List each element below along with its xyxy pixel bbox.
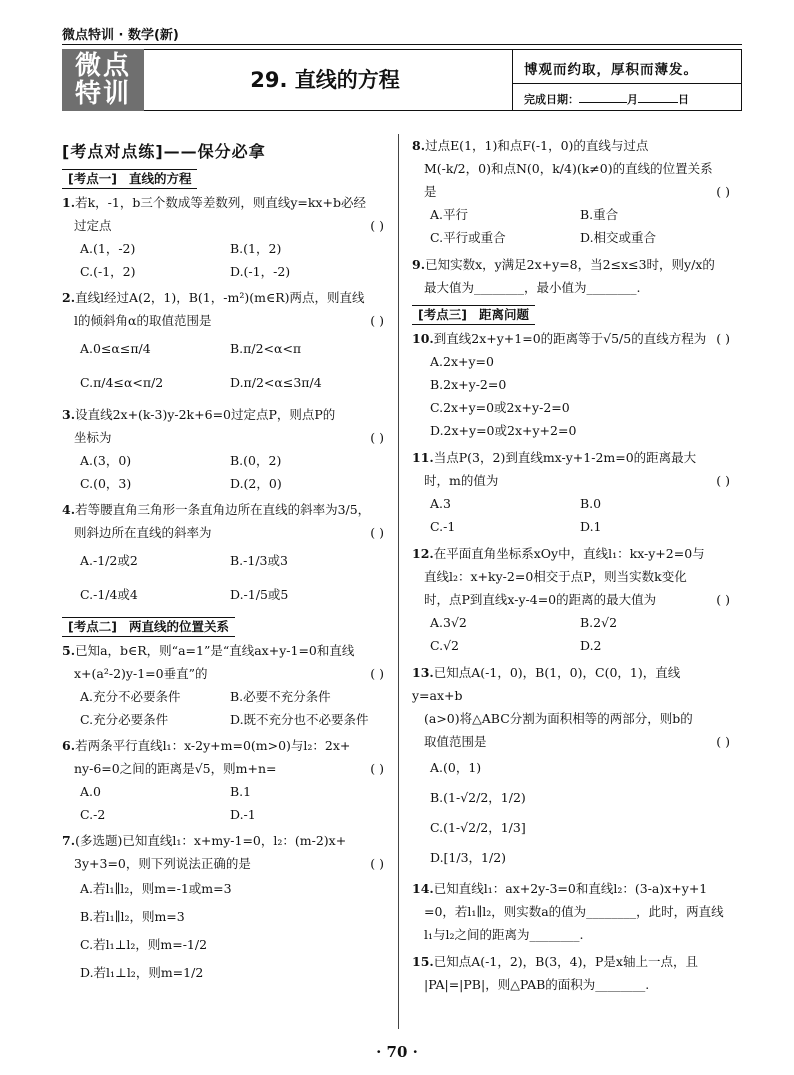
- question-text-cont: 时，点P到直线x-y-4=0的距离的最大值为: [424, 592, 657, 607]
- question-text-cont: x+(a²-2)y-1=0垂直”的: [74, 666, 208, 681]
- date-blank-month[interactable]: [579, 92, 627, 103]
- option-C[interactable]: C.(-1，2): [80, 264, 136, 279]
- option-C[interactable]: C.-1/4或4: [80, 587, 138, 602]
- option-C[interactable]: C.√2: [430, 638, 460, 653]
- question-text-cont: M(-k/2，0)和点N(0，k/4)(k≠0)的直线的位置关系: [424, 161, 713, 176]
- option-A[interactable]: A.(0，1): [430, 760, 482, 775]
- option-A[interactable]: A.若l₁∥l₂，则m=-1或m=3: [80, 881, 232, 896]
- option-D[interactable]: D.若l₁⊥l₂，则m=1/2: [80, 965, 204, 980]
- option-B[interactable]: B.2x+y-2=0: [430, 377, 507, 392]
- section-title: [考点对点练]——保分必拿: [62, 142, 266, 161]
- question-2: 2.直线l经过A(2，1)，B(1，-m²)(m∈R)两点，则直线 l的倾斜角α的取值范围是 ( ) A.0≤α≤π/4 B.π/2<α<π C.π/4≤α<π/2 D.π/2<α≤3π/4: [62, 286, 384, 400]
- series-title: 微点特训 · 数学(新): [62, 28, 179, 43]
- option-D[interactable]: D.相交或重合: [580, 230, 657, 245]
- question-text-cont: l的倾斜角α的取值范围是: [74, 313, 212, 328]
- question-text-cont: 取值范围是: [424, 734, 487, 749]
- answer-paren[interactable]: ( ): [370, 430, 384, 445]
- option-B[interactable]: B.(1-√2/2，1/2): [430, 790, 526, 805]
- option-C[interactable]: C.-2: [80, 807, 106, 822]
- option-D[interactable]: D.2x+y=0或2x+y+2=0: [430, 423, 577, 438]
- answer-paren[interactable]: ( ): [716, 734, 730, 749]
- option-A[interactable]: A.0≤α≤π/4: [80, 341, 151, 356]
- option-C[interactable]: C.2x+y=0或2x+y-2=0: [430, 400, 570, 415]
- left-column: [62, 140, 384, 990]
- motto: 博观而约取，厚积而薄发。: [524, 62, 698, 78]
- right-column: [412, 134, 730, 1000]
- option-A[interactable]: A.充分不必要条件: [80, 689, 181, 704]
- question-text-cont: (a>0)将△ABC分割为面积相等的两部分，则b的: [424, 711, 693, 726]
- question-text: 若等腰直角三角形一条直角边所在直线的斜率为3/5，: [75, 502, 371, 517]
- question-text-cont: 则斜边所在直线的斜率为: [74, 525, 212, 540]
- question-text-cont: 3y+3=0，则下列说法正确的是: [74, 856, 251, 871]
- topic-tag-1: [考点一] 直线的方程: [62, 169, 197, 189]
- question-12: 12.在平面直角坐标系xOy中，直线l₁：kx-y+2=0与 直线l₂：x+ky-2=0相交于点P，则当实数k变化 时，点P到直线x-y-4=0的距离的最大值为 ( ) A.3√2 B.2√2 C.√2 D.2: [412, 542, 730, 657]
- option-D[interactable]: D.π/2<α≤3π/4: [230, 375, 322, 390]
- option-B[interactable]: B.0: [580, 496, 602, 511]
- option-D[interactable]: D.[1/3，1/2): [430, 850, 507, 865]
- topic-tag-3: [考点三] 距离问题: [412, 305, 535, 325]
- option-B[interactable]: B.必要不充分条件: [230, 689, 331, 704]
- option-D[interactable]: D.-1/5或5: [230, 587, 289, 602]
- question-text-cont: 坐标为: [74, 430, 112, 445]
- question-text-cont: 是: [424, 184, 437, 199]
- option-C[interactable]: C.-1: [430, 519, 456, 534]
- option-D[interactable]: D.2: [580, 638, 602, 653]
- question-text: 已知实数x，y满足2x+y=8，当2≤x≤3时，则y/x的: [425, 257, 715, 272]
- option-D[interactable]: D.(2，0): [230, 476, 282, 491]
- option-A[interactable]: A.3√2: [430, 615, 467, 630]
- question-text: 到直线2x+y+1=0的距离等于√5/5的直线方程为: [433, 331, 707, 346]
- option-C[interactable]: C.充分必要条件: [80, 712, 169, 727]
- option-D[interactable]: D.-1: [230, 807, 256, 822]
- question-text: 直线l经过A(2，1)，B(1，-m²)(m∈R)两点，则直线: [75, 290, 365, 305]
- question-text: 已知点A(-1，0)，B(1，0)，C(0，1)，直线y=ax+b: [412, 665, 681, 703]
- question-text: 过点E(1，1)和点F(-1，0)的直线与过点: [425, 138, 649, 153]
- question-text: 已知点A(-1，2)，B(3，4)，P是x轴上一点，且: [433, 954, 698, 969]
- option-C[interactable]: C.(1-√2/2，1/3]: [430, 820, 526, 835]
- option-A[interactable]: A.-1/2或2: [80, 553, 138, 568]
- question-4: 4.若等腰直角三角形一条直角边所在直线的斜率为3/5， 则斜边所在直线的斜率为 ( ) A.-1/2或2 B.-1/3或3 C.-1/4或4 D.-1/5或5: [62, 498, 384, 612]
- completion-date: 完成日期： 月 日: [524, 93, 689, 106]
- option-B[interactable]: B.1: [230, 784, 252, 799]
- option-D[interactable]: D.既不充分也不必要条件: [230, 712, 369, 727]
- date-blank-day[interactable]: [638, 92, 678, 103]
- question-1: 1.若k，-1，b三个数成等差数列，则直线y=kx+b必经 过定点 ( ) A.(1，-2) B.(1，2) C.(-1，2) D.(-1，-2): [62, 191, 384, 283]
- option-C[interactable]: C.(0，3): [80, 476, 132, 491]
- option-B[interactable]: B.若l₁∥l₂，则m=3: [80, 909, 185, 924]
- question-5: 5.已知a，b∈R，则“a=1”是“直线ax+y-1=0和直线 x+(a²-2)y-1=0垂直”的 ( ) A.充分不必要条件 B.必要不充分条件 C.充分必要条件 D.既不充分也不必要条件: [62, 639, 384, 731]
- page-number: · 70 ·: [376, 1043, 418, 1061]
- question-3: 3.设直线2x+(k-3)y-2k+6=0过定点P，则点P的 坐标为 ( ) A.(3，0) B.(0，2) C.(0，3) D.(2，0): [62, 403, 384, 495]
- answer-paren[interactable]: ( ): [370, 218, 384, 233]
- question-text-cont: =0，若l₁∥l₂，则实数a的值为________，此时，两直线: [424, 904, 724, 919]
- question-text: 在平面直角坐标系xOy中，直线l₁：kx-y+2=0与: [433, 546, 705, 561]
- option-B[interactable]: B.-1/3或3: [230, 553, 288, 568]
- answer-paren[interactable]: ( ): [370, 761, 384, 776]
- option-C[interactable]: C.平行或重合: [430, 230, 506, 245]
- brand-logo: 微点 特训: [62, 49, 144, 111]
- question-text-cont: 时，m的值为: [424, 473, 499, 488]
- answer-paren[interactable]: ( ): [716, 592, 730, 607]
- question-7: 7.(多选题)已知直线l₁：x+my-1=0，l₂：(m-2)x+ 3y+3=0，则下列说法正确的是 ( ) A.若l₁∥l₂，则m=-1或m=3 B.若l₁∥l₂，则m=3 C.若l₁⊥l₂，则m=-1/2 D.若l₁⊥l₂，则m=1/2: [62, 829, 384, 987]
- question-text: 若两条平行直线l₁：x-2y+m=0(m>0)与l₂：2x+: [75, 738, 351, 753]
- answer-paren[interactable]: ( ): [716, 473, 730, 488]
- option-A[interactable]: A.(3，0): [80, 453, 132, 468]
- question-text-cont: 最大值为________，最小值为________.: [424, 280, 641, 295]
- option-B[interactable]: B.π/2<α<π: [230, 341, 302, 356]
- answer-paren[interactable]: ( ): [370, 525, 384, 540]
- column-divider: [398, 134, 399, 1029]
- option-D[interactable]: D.(-1，-2): [230, 264, 291, 279]
- question-8: 8.过点E(1，1)和点F(-1，0)的直线与过点 M(-k/2，0)和点N(0，k/4)(k≠0)的直线的位置关系 是 ( ) A.平行 B.重合 C.平行或重合 D.相交或重合: [412, 134, 730, 249]
- question-6: 6.若两条平行直线l₁：x-2y+m=0(m>0)与l₂：2x+ ny-6=0之间的距离是√5，则m+n= ( ) A.0 B.1 C.-2 D.-1: [62, 734, 384, 826]
- answer-paren[interactable]: ( ): [716, 184, 730, 199]
- option-A[interactable]: A.平行: [430, 207, 469, 222]
- option-C[interactable]: C.π/4≤α<π/2: [80, 375, 164, 390]
- question-text-cont: |PA|=|PB|，则△PAB的面积为________.: [424, 977, 650, 992]
- answer-paren[interactable]: ( ): [370, 856, 384, 871]
- topic-tag-2: [考点二] 两直线的位置关系: [62, 617, 235, 637]
- option-B[interactable]: B.(0，2): [230, 453, 282, 468]
- question-text-cont: l₁与l₂之间的距离为________.: [424, 927, 584, 942]
- option-A[interactable]: A.0: [80, 784, 101, 799]
- answer-paren[interactable]: ( ): [716, 331, 730, 346]
- option-A[interactable]: A.3: [430, 496, 451, 511]
- question-10: 10.到直线2x+y+1=0的距离等于√5/5的直线方程为 ( ) A.2x+y=0 B.2x+y-2=0 C.2x+y=0或2x+y-2=0 D.2x+y=0或2x+y+2=0: [412, 327, 730, 442]
- question-text: 已知a，b∈R，则“a=1”是“直线ax+y-1=0和直线: [75, 643, 355, 658]
- question-13: 13.已知点A(-1，0)，B(1，0)，C(0，1)，直线y=ax+b (a>0)将△ABC分割为面积相等的两部分，则b的 取值范围是 ( ) A.(0，1) B.(1-√2/2，1/2) C.(1-√2/2，1/3] D.[1/3，1/2): [412, 661, 730, 873]
- question-9: 9.已知实数x，y满足2x+y=8，当2≤x≤3时，则y/x的 最大值为________，最小值为________.: [412, 257, 715, 295]
- option-B[interactable]: B.2√2: [580, 615, 618, 630]
- option-D[interactable]: D.1: [580, 519, 602, 534]
- question-text: 设直线2x+(k-3)y-2k+6=0过定点P，则点P的: [75, 407, 336, 422]
- header-rule: [62, 44, 742, 45]
- answer-paren[interactable]: ( ): [370, 666, 384, 681]
- question-text: 已知直线l₁：ax+2y-3=0和直线l₂：(3-a)x+y+1: [433, 881, 708, 896]
- option-A[interactable]: A.2x+y=0: [430, 354, 494, 369]
- option-B[interactable]: B.(1，2): [230, 241, 282, 256]
- question-14: 14.已知直线l₁：ax+2y-3=0和直线l₂：(3-a)x+y+1 =0，若l₁∥l₂，则实数a的值为________，此时，两直线 l₁与l₂之间的距离为________.: [412, 881, 724, 942]
- answer-paren[interactable]: ( ): [370, 313, 384, 328]
- question-text-cont: 直线l₂：x+ky-2=0相交于点P，则当实数k变化: [424, 569, 687, 584]
- question-11: 11.当点P(3，2)到直线mx-y+1-2m=0的距离最大 时，m的值为 ( ) A.3 B.0 C.-1 D.1: [412, 446, 730, 538]
- motto-divider: [512, 83, 742, 84]
- lesson-title: 29. 直线的方程: [250, 68, 400, 92]
- question-text: 当点P(3，2)到直线mx-y+1-2m=0的距离最大: [433, 450, 697, 465]
- question-text: 若k，-1，b三个数成等差数列，则直线y=kx+b必经: [75, 195, 366, 210]
- option-B[interactable]: B.重合: [580, 207, 619, 222]
- question-text: (多选题)已知直线l₁：x+my-1=0，l₂：(m-2)x+: [75, 833, 347, 848]
- option-C[interactable]: C.若l₁⊥l₂，则m=-1/2: [80, 937, 208, 952]
- question-text-cont: ny-6=0之间的距离是√5，则m+n=: [74, 761, 277, 776]
- question-text-cont: 过定点: [74, 218, 112, 233]
- option-A[interactable]: A.(1，-2): [80, 241, 136, 256]
- question-15: 15.已知点A(-1，2)，B(3，4)，P是x轴上一点，且 |PA|=|PB|，则△PAB的面积为________.: [412, 954, 698, 992]
